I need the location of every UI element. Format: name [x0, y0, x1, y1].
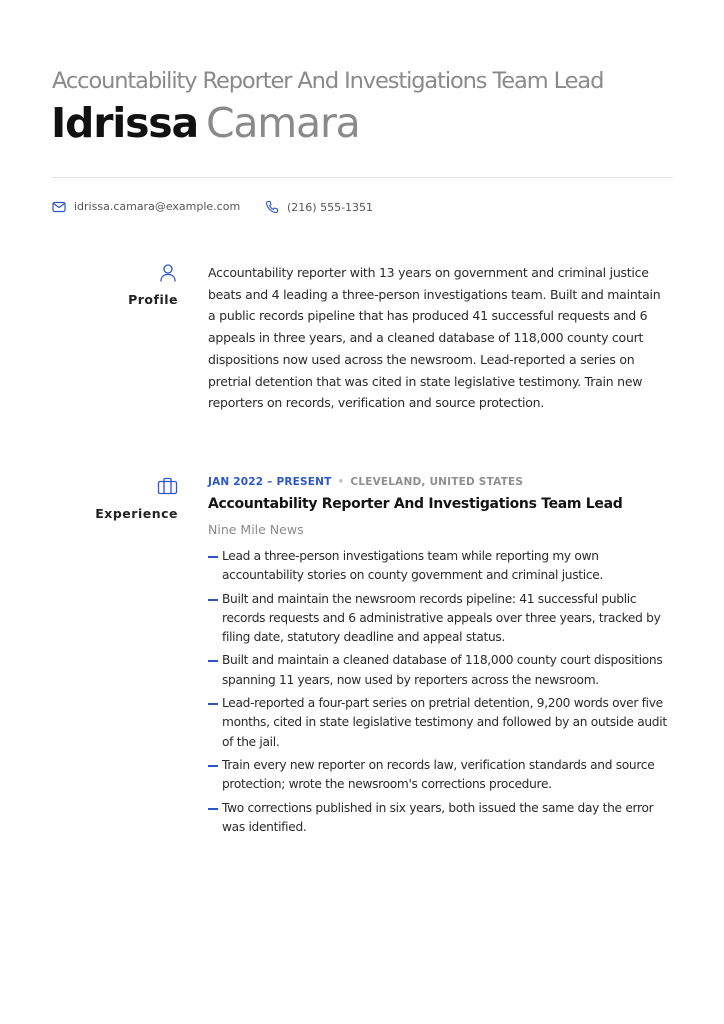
list-item [208, 756, 674, 795]
job-title: Accountability Reporter And Investigations Team Lead [52, 68, 604, 94]
header-divider [52, 177, 673, 178]
list-item [208, 590, 674, 648]
contact-phone[interactable] [265, 200, 373, 214]
experience-company: Nine Mile News [208, 522, 304, 537]
bullet-dash [208, 703, 218, 705]
list-item [208, 547, 674, 586]
phone-text: (216) 555-1351 [287, 200, 374, 214]
list-item [208, 651, 674, 690]
envelope-icon [52, 201, 66, 213]
bullet-dash [208, 599, 218, 601]
bullet-dash [208, 660, 218, 662]
bullet-dash [208, 808, 218, 810]
bullet-text: Built and maintain the newsroom records pipeline: 41 successful public records requests and 6 administrative appeals over three years, tracked by filing date, statutory deadline and appeal status. [222, 591, 661, 645]
profile-heading: Profile [128, 292, 178, 307]
phone-icon [265, 200, 279, 214]
experience-dates: JAN 2022 – PRESENT [208, 476, 332, 488]
contact-email[interactable] [52, 200, 240, 213]
candidate-name [51, 98, 360, 148]
email-text: idrissa.camara@example.com [74, 200, 241, 213]
experience-location: CLEVELAND, UNITED STATES [350, 476, 524, 488]
experience-bullets [208, 547, 674, 841]
experience-meta [208, 476, 523, 488]
last-name: Camara [205, 99, 360, 147]
briefcase-icon [157, 477, 178, 495]
list-item [208, 694, 674, 752]
first-name: Idrissa [51, 99, 198, 147]
bullet-text: Two corrections published in six years, both issued the same day the error was identified. [222, 800, 654, 834]
meta-separator: • [337, 476, 345, 488]
list-item [208, 799, 674, 838]
bullet-dash [208, 556, 218, 558]
bullet-dash [208, 765, 218, 767]
bullet-text: Built and maintain a cleaned database of 118,000 county court dispositions spanning 11 years, now used by reporters across the newsroom. [222, 653, 663, 687]
experience-title: Accountability Reporter And Investigations Team Lead [208, 496, 623, 512]
bullet-text: Lead a three-person investigations team while reporting my own accountability stories on county government and criminal justice. [222, 549, 603, 583]
user-icon [159, 263, 177, 283]
profile-summary: Accountability reporter with 13 years on government and criminal justice beats and 4 leading a three-person investigations team. Built and maintain a public records pipeline that has produced 41 successful requests and 6 appeals in three years, and a cleaned database of 118,000 county court dispositions now used across the newsroom. Lead-reported a series on pretrial detention that was cited in state legislative testimony. Train new reporters on records, verification and source protection. [208, 265, 661, 411]
bullet-text: Train every new reporter on records law, verification standards and source protection; wrote the newsroom's corrections procedure. [222, 757, 655, 792]
experience-heading: Experience [95, 506, 178, 521]
bullet-text: Lead-reported a four-part series on pretrial detention, 9,200 words over five months, cited in state legislative testimony and followed by an outside audit of the jail. [222, 696, 667, 749]
